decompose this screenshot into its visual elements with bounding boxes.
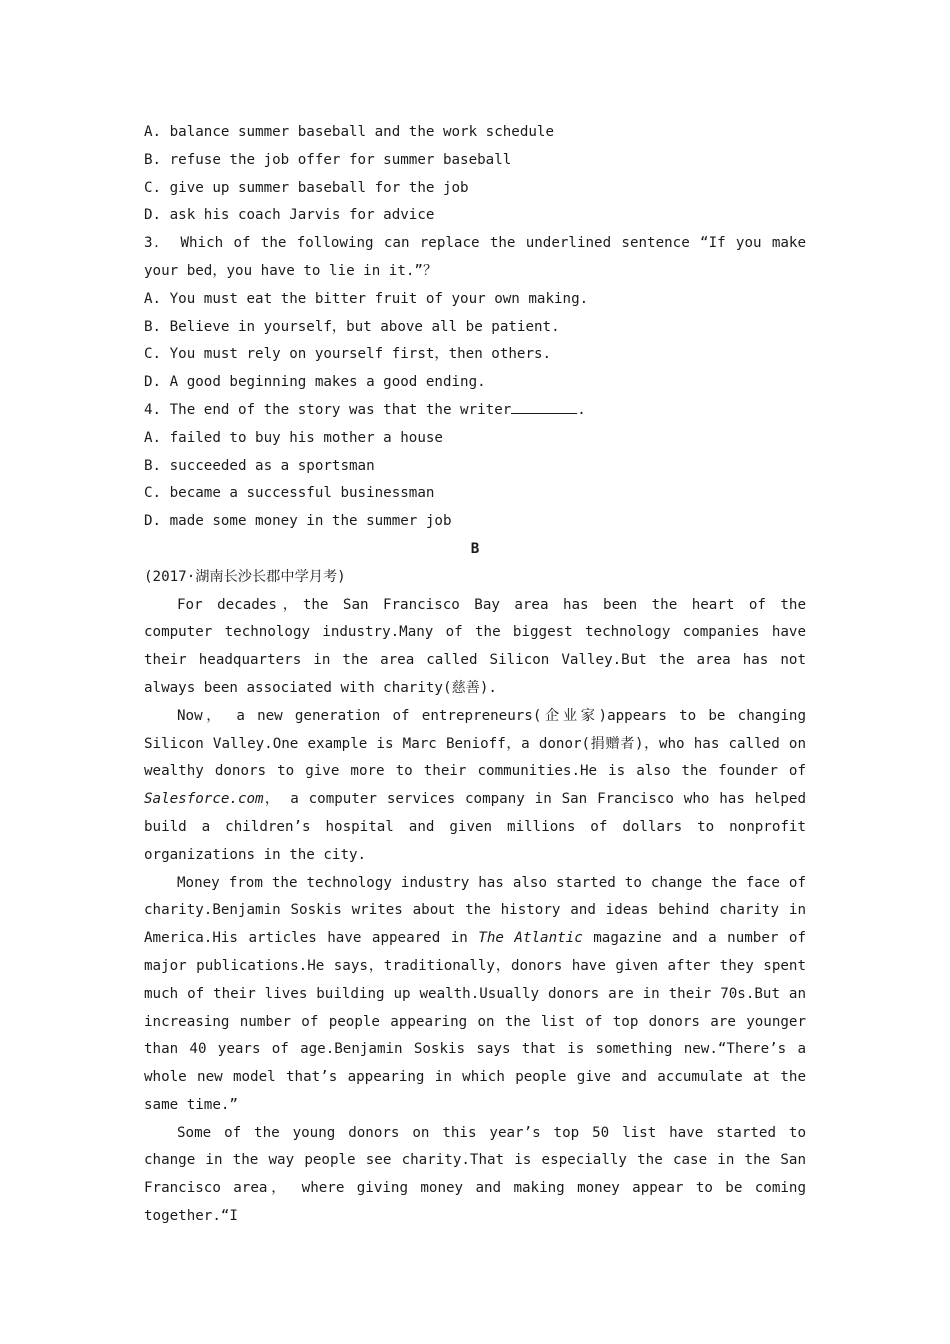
p2-text-b: ， a computer services company in San Francisco who has helped build a children’s hospital and given millions of dollars to nonprofit organizations in the city. — [144, 791, 806, 863]
p3-text-b: magazine and a number of major publications.He says，traditionally，donors have given after they spent much of their lives building up wealth.Usually donors are in their 70s.But an increasing number of people appearing on the list of top donors are younger than 40 years of age.Benjamin Soskis says that is something new.“There’s a whole new model that’s appearing in which people give and accumulate at the same time.” — [144, 930, 806, 1113]
q2-option-b: B. refuse the job offer for summer baseball — [144, 151, 512, 168]
q4-option-b: B. succeeded as a sportsman — [144, 457, 375, 474]
q4-option-c: C. became a successful businessman — [144, 485, 435, 502]
p3-text-a: Money from the technology industry has also started to change the face of charity.Benjamin Soskis writes about the history and ideas behind charity in America.His articles have appeared in — [144, 874, 806, 947]
passage-paragraph-2 — [144, 703, 806, 870]
q3-option-d: D. A good beginning makes a good ending. — [144, 374, 486, 391]
q4-option-a: A. failed to buy his mother a house — [144, 429, 443, 446]
q3-stem-line1: 3． Which of the following can replace the underlined sentence “If you make — [144, 235, 806, 252]
q4-answer-blank — [511, 399, 577, 414]
section-heading: B — [470, 540, 480, 557]
p2-company-name: Salesforce.com — [144, 791, 264, 808]
q2-option-d: D. ask his coach Jarvis for advice — [144, 207, 435, 224]
section-source: (2017·湖南长沙长郡中学月考) — [144, 568, 346, 585]
p2-text-a: Now， a new generation of entrepreneurs(企业家)appears to be changing Silicon Valley.One example is Marc Benioff，a donor(捐赠者)，who has called on wealthy donors to give more to their communities.He is also the founder of — [144, 707, 806, 780]
q3-option-b: B. Believe in yourself，but above all be patient. — [144, 318, 560, 335]
q4-stem — [144, 397, 806, 425]
q2-option-a: A. balance summer baseball and the work schedule — [144, 124, 554, 140]
q3-stem-line2: your bed，you have to lie in it.”？ — [144, 262, 438, 279]
q2-option-c: C. give up summer baseball for the job — [144, 179, 469, 196]
q4-stem-text: 4. The end of the story was that the writer — [144, 401, 512, 418]
q3-option-c: C. You must rely on yourself first，then others. — [144, 346, 552, 363]
q4-stem-end: . — [577, 401, 586, 418]
p3-magazine-name: The Atlantic — [478, 930, 583, 947]
passage-paragraph-1: For decades，the San Francisco Bay area has been the heart of the computer technology industry.Many of the biggest technology companies have their headquarters in the area called Silicon Valley.But the area has not always been associated with charity(慈善). — [144, 596, 806, 696]
document-page — [144, 119, 806, 1231]
q3-option-a: A. You must eat the bitter fruit of your own making. — [144, 290, 589, 307]
passage-paragraph-3 — [144, 870, 806, 1120]
passage-paragraph-4: Some of the young donors on this year’s top 50 list have started to change in the way people see charity.That is especially the case in the San Francisco area， where giving money and making money appear to be coming together.“I — [144, 1124, 806, 1225]
q4-option-d: D. made some money in the summer job — [144, 513, 452, 530]
